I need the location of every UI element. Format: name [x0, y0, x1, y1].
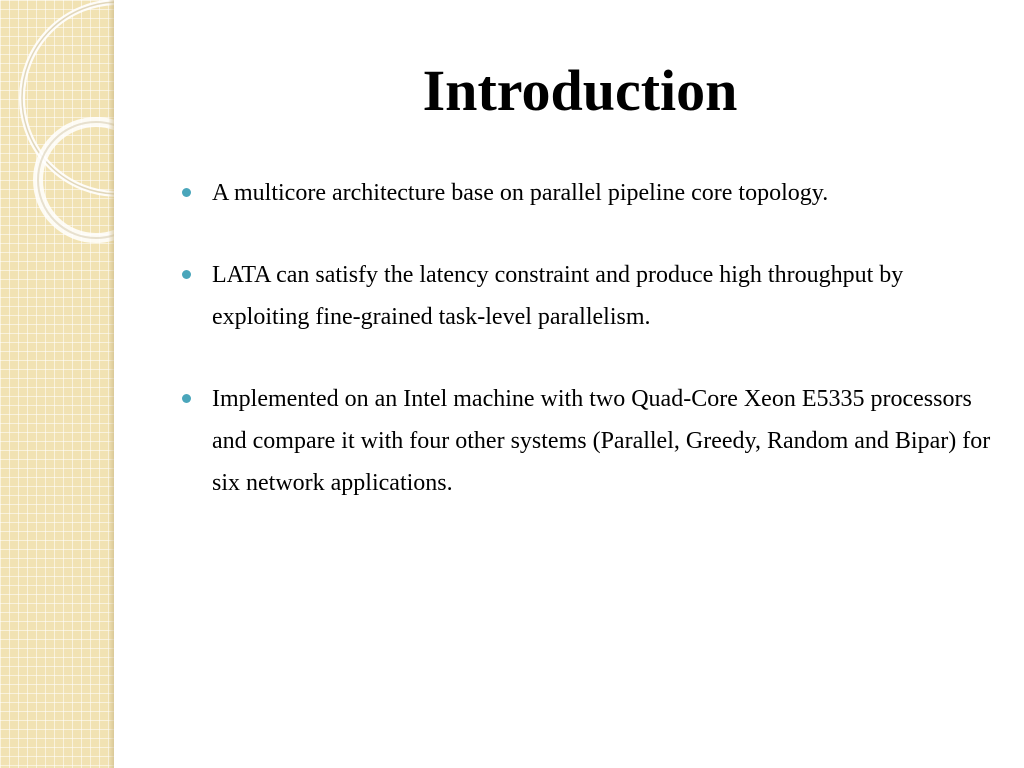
bullet-text: LATA can satisfy the latency constraint and produce high throughput by exploiting fine-grained task-level parallelism. [212, 262, 904, 330]
bullet-item [182, 254, 1002, 338]
bullet-item [182, 378, 1002, 504]
bullet-list [182, 172, 1002, 504]
bullet-text: Implemented on an Intel machine with two Quad-Core Xeon E5335 processors and compare it with four other systems (Parallel, Greedy, Random and Bipar) for six network applications. [212, 386, 991, 496]
bullet-item [182, 172, 1002, 214]
bullet-text: A multicore architecture base on parallel pipeline core topology. [212, 180, 829, 206]
side-panel-edge-shadow [108, 0, 114, 768]
decorative-ring-small [38, 122, 114, 238]
decorative-side-panel [0, 0, 114, 768]
decorative-rings-graphic [0, 0, 114, 768]
bullet-dot-icon [182, 188, 191, 197]
bullet-dot-icon [182, 394, 191, 403]
bullet-dot-icon [182, 270, 191, 279]
slide-title: Introduction [422, 58, 738, 123]
